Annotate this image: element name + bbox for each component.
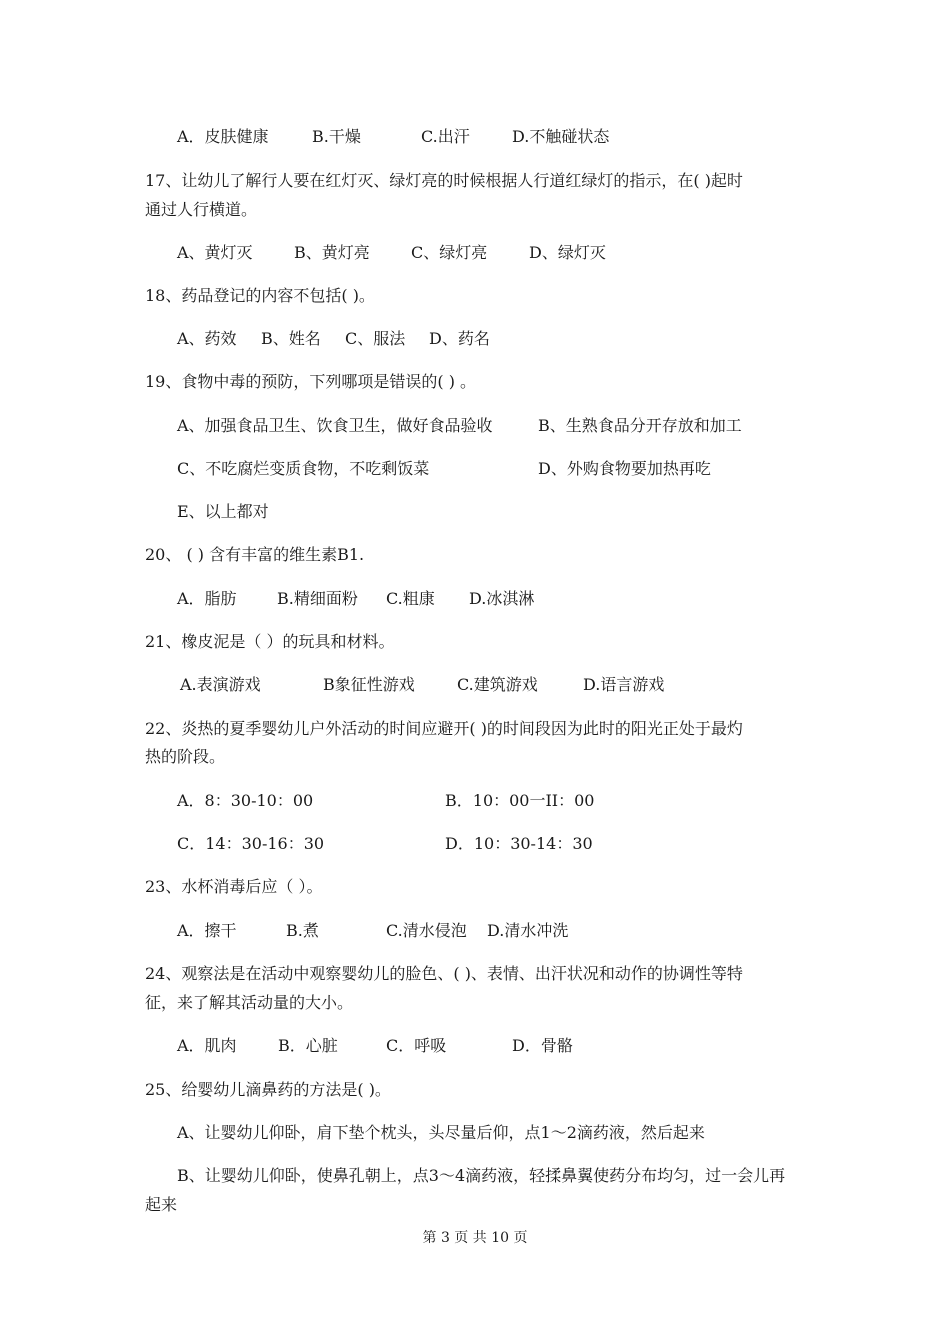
q17-question-cont: 通过人行横道。	[145, 200, 258, 219]
q18-option-a: A、药效	[177, 329, 237, 348]
q18-option-b: B、姓名	[261, 329, 321, 348]
q23-option-b: B.煮	[286, 921, 319, 940]
q19-option-a: A、加强食品卫生、饮食卫生，做好食品验收	[177, 416, 493, 435]
q25-option-b: B、让婴幼儿仰卧，使鼻孔朝上，点3～4滴药液，轻揉鼻翼使药分布均匀，过一会儿再	[177, 1166, 786, 1185]
q24-option-a: A．肌肉	[177, 1036, 237, 1055]
q23-question: 23、水杯消毒后应（ ）。	[145, 877, 323, 896]
q21-option-c: C.建筑游戏	[457, 675, 538, 694]
q18-question: 18、药品登记的内容不包括( )。	[145, 286, 375, 305]
q20-question: 20、 ( ) 含有丰富的维生素B1.	[145, 545, 365, 564]
q24-option-d: D．骨骼	[512, 1036, 573, 1055]
page-footer: 第 3 页 共 10 页	[422, 1230, 528, 1246]
q20-option-c: C.粗康	[386, 589, 435, 608]
q24-question-cont: 征，来了解其活动量的大小。	[145, 993, 354, 1012]
q19-option-c: C、不吃腐烂变质食物，不吃剩饭菜	[177, 459, 430, 478]
q16-option-b: B.干燥	[312, 127, 361, 146]
q19-question: 19、食物中毒的预防，下列哪项是错误的( ) 。	[145, 372, 477, 391]
q22-option-c: C．14：30-16：30	[177, 834, 325, 853]
q22-question-cont: 热的阶段。	[145, 747, 226, 766]
q21-option-a: A.表演游戏	[180, 675, 261, 694]
q25-question: 25、给婴幼儿滴鼻药的方法是( )。	[145, 1080, 391, 1099]
q25-option-b-cont: 起来	[145, 1195, 178, 1214]
q24-option-b: B．心脏	[278, 1036, 338, 1055]
q22-option-a: A．8：30-10：00	[177, 791, 314, 810]
q18-option-d: D、药名	[429, 329, 490, 348]
q20-option-b: B.精细面粉	[277, 589, 358, 608]
q22-question: 22、炎热的夏季婴幼儿户外活动的时间应避开( )的时间段因为此时的阳光正处于最灼	[145, 719, 743, 738]
q23-option-c: C.清水侵泡	[386, 921, 467, 940]
q17-option-a: A、黄灯灭	[177, 243, 253, 262]
q16-option-d: D.不触碰状态	[512, 127, 610, 146]
q17-option-b: B、黄灯亮	[294, 243, 370, 262]
q20-option-d: D.冰淇淋	[469, 589, 535, 608]
q18-option-c: C、服法	[345, 329, 406, 348]
q22-option-b: B．10：00一II：00	[445, 791, 595, 810]
q17-option-d: D、绿灯灭	[529, 243, 606, 262]
q24-question: 24、观察法是在活动中观察婴幼儿的脸色、( )、表情、出汗状况和动作的协调性等特	[145, 964, 743, 983]
q19-option-e: E、以上都对	[177, 502, 269, 521]
q19-option-b: B、生熟食品分开存放和加工	[538, 416, 742, 435]
q16-option-c: C.出汗	[421, 127, 470, 146]
q17-option-c: C、绿灯亮	[411, 243, 488, 262]
q22-option-d: D．10：30-14：30	[445, 834, 593, 853]
q23-option-d: D.清水冲洗	[487, 921, 569, 940]
q19-option-d: D、外购食物要加热再吃	[538, 459, 711, 478]
q21-option-b: B象征性游戏	[323, 675, 415, 694]
q16-option-a: A．皮肤健康	[177, 127, 269, 146]
q17-question: 17、让幼儿了解行人要在红灯灭、绿灯亮的时候根据人行道红绿灯的指示，在( )起时	[145, 171, 743, 190]
q25-option-a: A、让婴幼儿仰卧，肩下垫个枕头，头尽量后仰，点1～2滴药液，然后起来	[177, 1123, 705, 1142]
q21-question: 21、橡皮泥是（ ）的玩具和材料。	[145, 632, 395, 651]
q24-option-c: C．呼吸	[386, 1036, 447, 1055]
q21-option-d: D.语言游戏	[583, 675, 665, 694]
q20-option-a: A．脂肪	[177, 589, 237, 608]
q23-option-a: A．擦干	[177, 921, 237, 940]
